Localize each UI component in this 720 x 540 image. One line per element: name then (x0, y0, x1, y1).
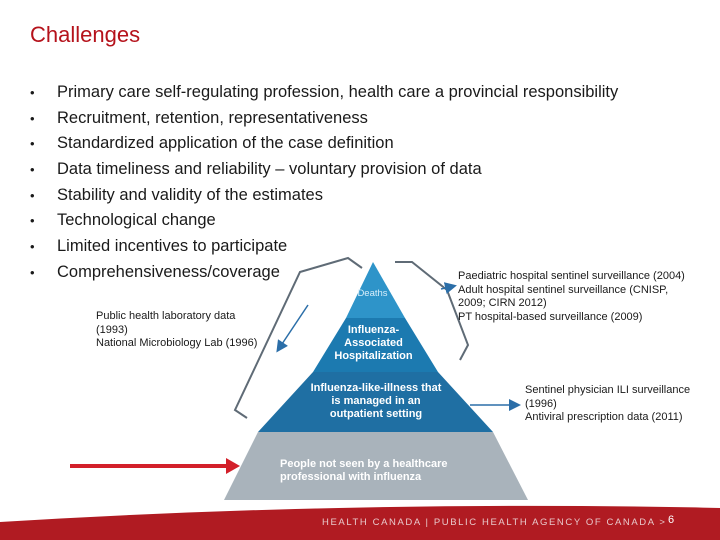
note-line: 2009; CIRN 2012) (458, 297, 547, 309)
pyramid-label-deaths: Deaths (357, 288, 388, 299)
bullet-icon: • (30, 110, 35, 126)
bullet-icon: • (30, 239, 35, 255)
pyramid-label-ili: Influenza-like-illness that is managed in an outpatient setting (310, 382, 442, 420)
bullet-text: Technological change (57, 211, 216, 230)
note-line: (1996) (525, 397, 557, 410)
note-line: Paediatric hospital sentinel surveillance (2004) (458, 270, 685, 282)
slide-title: Challenges (30, 22, 141, 47)
bullet-text: Stability and validity of the estimates (57, 185, 323, 204)
bullet-icon: • (30, 136, 35, 152)
bullet-text: Standardized application of the case definition (57, 134, 394, 153)
bullet-text: Comprehensiveness/coverage (57, 262, 280, 281)
bullet-icon: • (30, 162, 35, 178)
bullet-text: Limited incentives to participate (57, 237, 288, 256)
page-number: 6 (668, 514, 675, 526)
note-line: National Microbiology Lab (1996) (96, 337, 258, 349)
note-line: Antiviral prescription data (2011) (525, 411, 683, 423)
bullet-icon: • (30, 264, 35, 280)
note-line: Sentinel physician ILI surveillance (525, 384, 691, 396)
bullet-text: Primary care self-regulating profession, health care a provincial responsibility (57, 83, 619, 101)
bullet-icon: • (30, 187, 35, 203)
right-mid-notes (525, 384, 690, 425)
red-arrow-head (226, 458, 240, 474)
bullet-text: Data timeliness and reliability – voluntary provision of data (57, 160, 482, 179)
pyramid-label-base: People not seen by a healthcare professional with influenza (280, 458, 448, 483)
footer-agency-text: HEALTH CANADA | PUBLIC HEALTH AGENCY OF CANADA > (322, 517, 667, 528)
bullet-icon: • (30, 85, 35, 100)
note-line: Adult hospital sentinel surveillance (CNISP, (458, 283, 669, 296)
note-line: PT hospital-based surveillance (2009) (458, 310, 643, 323)
bullet-icon: • (30, 213, 35, 229)
note-line: Public health laboratory data (96, 310, 236, 322)
left-notes-arrow (278, 305, 308, 350)
right-top-notes (458, 270, 685, 324)
bullet-text: Recruitment, retention, representativeness (57, 108, 368, 127)
pyramid-label-hospitalization: Influenza-Associated Hospitalization (334, 324, 413, 362)
note-line: (1993) (96, 323, 128, 336)
left-notes (96, 310, 257, 351)
